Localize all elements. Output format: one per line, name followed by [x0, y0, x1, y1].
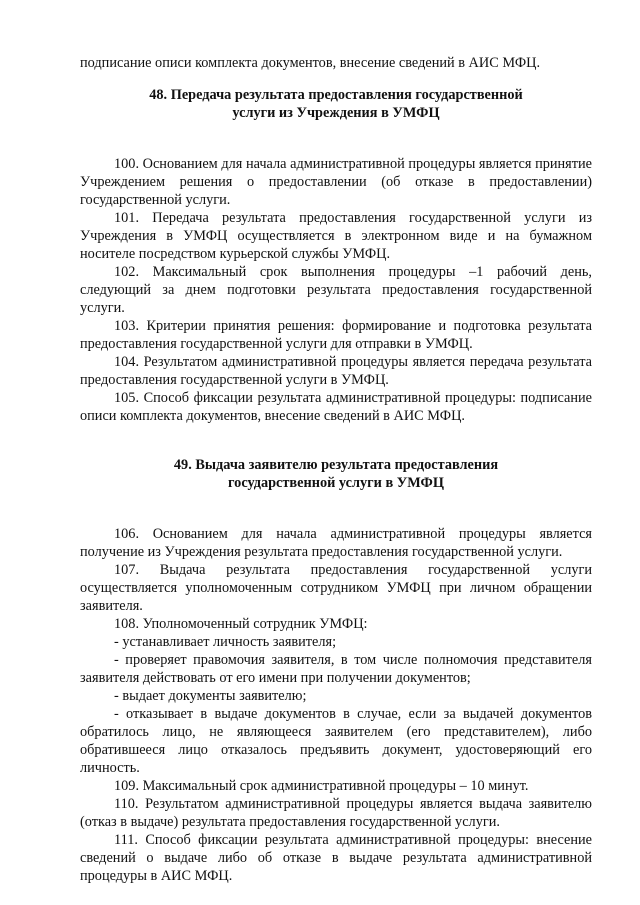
list-item-issue-documents: - выдает документы заявителю; — [114, 688, 307, 704]
paragraph-102: 102. Максимальный срок выполнения процедуры –1 рабочий день, следующий за днем подготовки результата предоставления государственной услуги. — [80, 264, 592, 316]
paragraph-101: 101. Передача результата предоставления государственной услуги из Учреждения в УМФЦ осуществляется в электронном виде и на бумажном носителе посредством курьерской службы УМФЦ. — [80, 210, 592, 262]
paragraph-108: 108. Уполномоченный сотрудник УМФЦ: — [114, 616, 368, 632]
paragraph-100: 100. Основанием для начала административной процедуры является принятие Учреждением решения о предоставлении (об отказе в предоставлении) государственной услуги. — [80, 156, 592, 208]
section-48-heading-line2: услуги из Учреждения в УМФЦ — [232, 105, 440, 121]
section-48-heading-line1: 48. Передача результата предоставления государственной — [149, 87, 523, 103]
section-49-body — [80, 525, 592, 885]
section-48-heading — [80, 86, 592, 122]
paragraph-105: 105. Способ фиксации результата административной процедуры: подписание описи комплекта документов, внесение сведений в АИС МФЦ. — [80, 390, 592, 424]
paragraph-104: 104. Результатом административной процедуры является передача результата предоставления государственной услуги в УМФЦ. — [80, 354, 592, 388]
section-49-heading-line1: 49. Выдача заявителю результата предоставления — [173, 457, 499, 473]
list-item-refusal: - отказывает в выдаче документов в случае, если за выдачей документов обратилось лицо, не являющееся заявителем (его представителем), либо обратившееся лицо отказалось предъявить документ, удостоверяющий его личность. — [80, 706, 592, 776]
section-48-body — [80, 155, 592, 425]
list-item-identity: - устанавливает личность заявителя; — [114, 634, 337, 650]
paragraph-109: 109. Максимальный срок административной процедуры – 10 минут. — [114, 778, 529, 794]
paragraph-103: 103. Критерии принятия решения: формирование и подготовка результата предоставления государственной услуги для отправки в УМФЦ. — [80, 318, 592, 352]
section-49-heading — [80, 456, 592, 492]
paragraph-110: 110. Результатом административной процедуры является выдача заявителю (отказ в выдаче) результата предоставления государственной услуги. — [80, 796, 592, 830]
section-49-heading-line2: государственной услуги в УМФЦ — [228, 475, 444, 491]
paragraph-111: 111. Способ фиксации результата административной процедуры: внесение сведений о выдаче либо об отказе в выдаче результата административной процедуры в АИС МФЦ. — [80, 832, 592, 884]
continuation-line: подписание описи комплекта документов, внесение сведений в АИС МФЦ. — [80, 55, 541, 71]
list-item-authority: - проверяет правомочия заявителя, в том числе полномочия представителя заявителя действовать от его имени при получении документов; — [80, 652, 592, 686]
paragraph-106: 106. Основанием для начала административной процедуры является получение из Учреждения результата предоставления государственной услуги. — [80, 526, 592, 560]
paragraph-107: 107. Выдача результата предоставления государственной услуги осуществляется уполномоченным сотрудником УМФЦ при личном обращении заявителя. — [80, 562, 592, 614]
